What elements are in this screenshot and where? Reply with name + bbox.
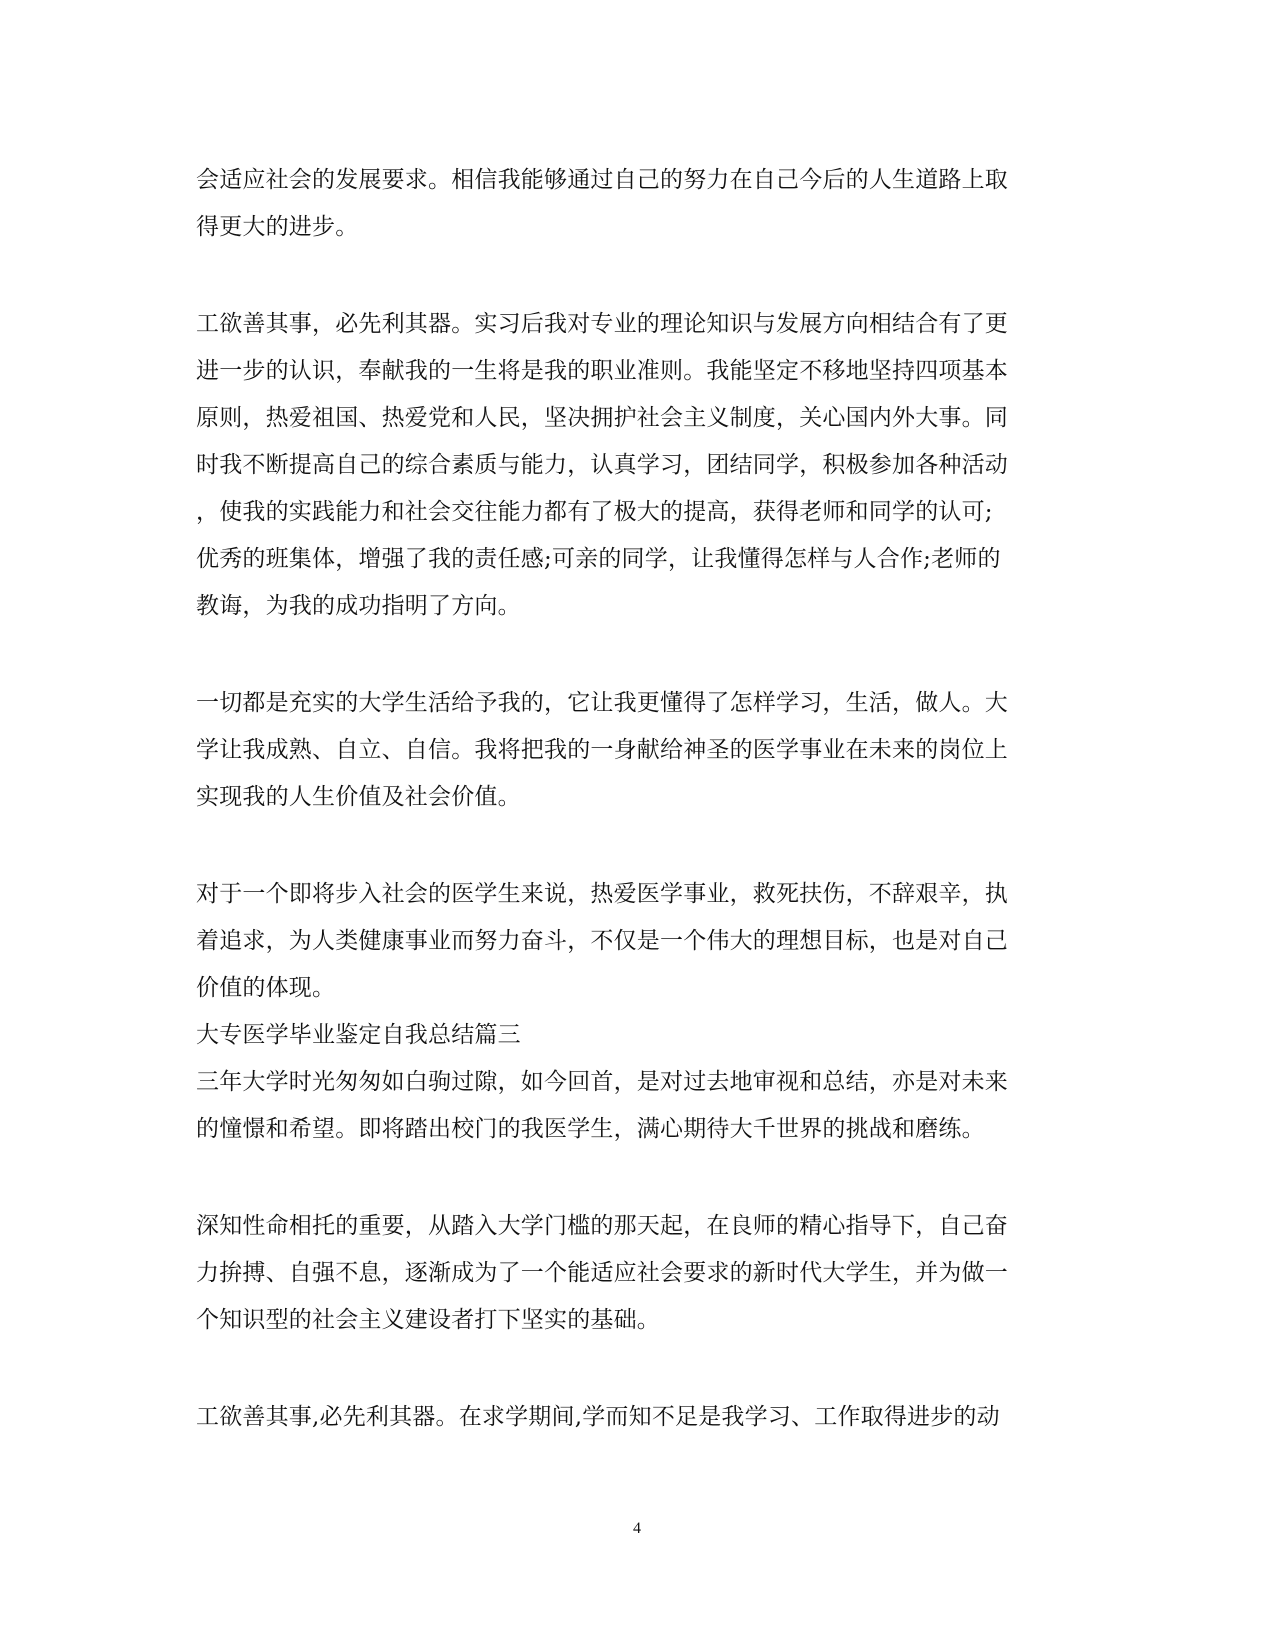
text-line: 的憧憬和希望。即将踏出校门的我医学生，满心期待大千世界的挑战和磨练。 — [196, 1116, 985, 1142]
paragraph — [196, 1394, 1080, 1441]
text-line: 进一步的认识，奉献我的一生将是我的职业准则。我能坚定不移地坚持四项基本 — [196, 358, 1008, 384]
section-heading — [196, 1012, 1080, 1059]
text-line: 个知识型的社会主义建设者打下坚实的基础。 — [196, 1307, 660, 1333]
text-line: 原则，热爱祖国、热爱党和人民，坚决拥护社会主义制度，关心国内外大事。同 — [196, 405, 1008, 431]
paragraph — [196, 680, 1080, 821]
text-line: 教诲，为我的成功指明了方向。 — [196, 593, 521, 619]
document-body — [196, 157, 1080, 1441]
text-line: 力拚搏、自强不息，逐渐成为了一个能适应社会要求的新时代大学生，并为做一 — [196, 1260, 1008, 1286]
text-line: 工欲善其事，必先利其器。实习后我对专业的理论知识与发展方向相结合有了更 — [196, 311, 1008, 337]
section-title: 大专医学毕业鉴定自我总结篇三 — [196, 1022, 521, 1048]
text-line: 实现我的人生价值及社会价值。 — [196, 784, 521, 810]
text-line: 对于一个即将步入社会的医学生来说，热爱医学事业，救死扶伤，不辞艰辛，执 — [196, 881, 1008, 907]
text-line: 三年大学时光匆匆如白驹过隙，如今回首，是对过去地审视和总结，亦是对未来 — [196, 1069, 1008, 1095]
paragraph — [196, 1059, 1080, 1153]
text-line: 会适应社会的发展要求。相信我能够通过自己的努力在自己今后的人生道路上取 — [196, 167, 1008, 193]
text-line: 一切都是充实的大学生活给予我的，它让我更懂得了怎样学习，生活，做人。大 — [196, 690, 1008, 716]
text-line: 着追求，为人类健康事业而努力奋斗，不仅是一个伟大的理想目标，也是对自己 — [196, 928, 1008, 954]
paragraph — [196, 157, 1080, 251]
text-line: ，使我的实践能力和社会交往能力都有了极大的提高，获得老师和同学的认可; — [196, 499, 993, 525]
text-line: 工欲善其事,必先利其器。在求学期间,学而知不足是我学习、工作取得进步的动 — [196, 1404, 1000, 1430]
paragraph — [196, 301, 1080, 630]
paragraph — [196, 871, 1080, 1012]
text-line: 学让我成熟、自立、自信。我将把我的一身献给神圣的医学事业在未来的岗位上 — [196, 737, 1008, 763]
page-number: 4 — [633, 1520, 641, 1537]
text-line: 得更大的进步。 — [196, 214, 359, 240]
text-line: 优秀的班集体，增强了我的责任感;可亲的同学，让我懂得怎样与人合作;老师的 — [196, 546, 1001, 572]
text-line: 深知性命相托的重要，从踏入大学门槛的那天起，在良师的精心指导下，自己奋 — [196, 1213, 1008, 1239]
text-line: 价值的体现。 — [196, 975, 336, 1001]
paragraph — [196, 1203, 1080, 1344]
text-line: 时我不断提高自己的综合素质与能力，认真学习，团结同学，积极参加各种活动 — [196, 452, 1008, 478]
